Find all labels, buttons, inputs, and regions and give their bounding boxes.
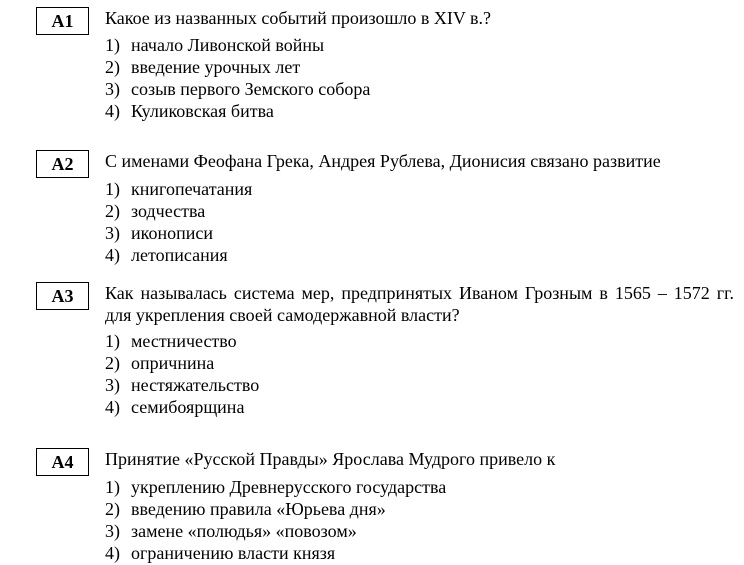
answer-option: [105, 100, 370, 122]
question-text: Как называлась система мер, предпринятых Иваном Грозным в 1565 – 1572 гг. для укрепления своей самодержавной власти?: [105, 283, 734, 325]
option-number: 4): [105, 101, 120, 121]
option-text: нестяжательство: [131, 375, 260, 395]
option-number: 4): [105, 397, 120, 417]
option-text: семибоярщина: [131, 397, 245, 417]
answer-options-list: [105, 476, 446, 564]
answer-option: [105, 498, 446, 520]
answer-option: [105, 520, 446, 542]
answer-option: [105, 396, 259, 418]
option-number: 2): [105, 499, 120, 519]
option-number: 1): [105, 331, 120, 351]
option-text: опричнина: [131, 353, 215, 373]
option-text: местничество: [131, 331, 237, 351]
option-number: 2): [105, 353, 120, 373]
option-number: 3): [105, 223, 120, 243]
option-number: 3): [105, 79, 120, 99]
option-text: ограничению власти князя: [131, 543, 336, 563]
answer-option: [105, 244, 252, 266]
option-number: 3): [105, 375, 120, 395]
answer-option: [105, 200, 252, 222]
option-number: 1): [105, 35, 120, 55]
option-text: начало Ливонской войны: [131, 35, 325, 55]
option-text: созыв первого Земского собора: [131, 79, 371, 99]
question-number-label: A4: [36, 448, 89, 476]
answer-option: [105, 56, 370, 78]
answer-option: [105, 178, 252, 200]
question-text: Какое из названных событий произошло в XIV в.?: [105, 8, 492, 28]
option-text: книгопечатания: [131, 179, 253, 199]
question-number-label: A3: [36, 282, 89, 310]
answer-option: [105, 374, 259, 396]
answer-option: [105, 542, 446, 564]
option-text: укреплению Древнерусского государства: [131, 477, 447, 497]
option-text: Куликовская битва: [131, 101, 274, 121]
answer-option: [105, 78, 370, 100]
question-text: Принятие «Русской Правды» Ярослава Мудрого привело к: [105, 449, 556, 469]
question-number-label: A1: [36, 7, 89, 35]
answer-option: [105, 34, 370, 56]
option-text: введению правила «Юрьева дня»: [131, 499, 386, 519]
option-number: 1): [105, 179, 120, 199]
answer-options-list: [105, 330, 259, 418]
option-text: летописания: [131, 245, 228, 265]
answer-options-list: [105, 34, 370, 122]
question-text: С именами Феофана Грека, Андрея Рублева, Дионисия связано развитие: [105, 151, 661, 171]
answer-option: [105, 330, 259, 352]
option-number: 4): [105, 543, 120, 563]
option-text: замене «полюдья» «повозом»: [131, 521, 357, 541]
option-number: 1): [105, 477, 120, 497]
option-text: введение урочных лет: [131, 57, 301, 77]
answer-option: [105, 476, 446, 498]
answer-option: [105, 352, 259, 374]
option-text: иконописи: [131, 223, 213, 243]
option-number: 2): [105, 57, 120, 77]
option-number: 4): [105, 245, 120, 265]
answer-option: [105, 222, 252, 244]
answer-options-list: [105, 178, 252, 266]
question-number-label: A2: [36, 150, 89, 178]
option-number: 2): [105, 201, 120, 221]
option-text: зодчества: [131, 201, 206, 221]
option-number: 3): [105, 521, 120, 541]
